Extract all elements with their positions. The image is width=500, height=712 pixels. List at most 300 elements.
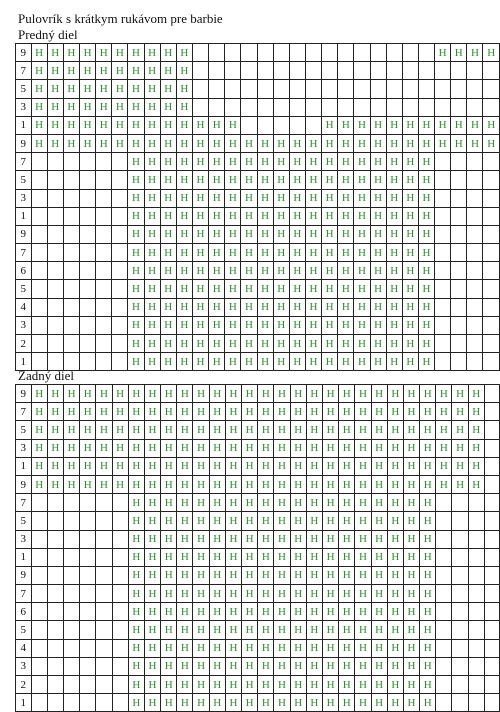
stitch-cell: H: [371, 512, 387, 530]
stitch-cell: H: [144, 603, 160, 621]
stitch-cell: H: [452, 385, 468, 403]
stitch-cell: H: [112, 403, 128, 421]
empty-cell: [47, 548, 63, 566]
stitch-cell: H: [242, 694, 258, 712]
stitch-cell: H: [468, 385, 484, 403]
stitch-cell: H: [371, 566, 387, 584]
row-number: 3: [16, 530, 32, 548]
stitch-cell: H: [322, 280, 338, 298]
stitch-cell: H: [403, 621, 419, 639]
empty-cell: [452, 694, 468, 712]
stitch-cell: H: [258, 694, 274, 712]
stitch-cell: H: [176, 262, 192, 280]
stitch-cell: H: [80, 403, 96, 421]
stitch-cell: H: [386, 207, 402, 225]
stitch-cell: H: [112, 116, 128, 134]
empty-cell: [47, 512, 63, 530]
empty-cell: [79, 153, 95, 171]
stitch-cell: H: [371, 639, 387, 657]
stitch-cell: H: [338, 262, 354, 280]
empty-cell: [225, 62, 241, 80]
empty-cell: [31, 621, 47, 639]
stitch-cell: H: [451, 116, 467, 134]
stitch-cell: H: [176, 116, 192, 134]
empty-cell: [467, 244, 483, 262]
empty-cell: [402, 44, 418, 62]
empty-cell: [79, 280, 95, 298]
row-number: 2: [16, 676, 32, 694]
stitch-cell: H: [112, 62, 128, 80]
stitch-cell: H: [193, 639, 209, 657]
chart-row: [16, 676, 500, 694]
stitch-cell: H: [160, 244, 176, 262]
empty-cell: [112, 603, 128, 621]
empty-cell: [112, 566, 128, 584]
empty-cell: [354, 98, 370, 116]
stitch-cell: H: [339, 621, 355, 639]
stitch-cell: H: [225, 512, 241, 530]
stitch-cell: H: [209, 335, 225, 353]
stitch-cell: H: [355, 385, 371, 403]
stitch-cell: H: [128, 316, 144, 334]
stitch-cell: H: [371, 676, 387, 694]
empty-cell: [112, 694, 128, 712]
empty-cell: [31, 262, 47, 280]
stitch-cell: H: [144, 189, 160, 207]
stitch-cell: H: [80, 457, 96, 475]
stitch-cell: H: [273, 298, 289, 316]
row-number: 3: [16, 316, 32, 334]
stitch-cell: H: [257, 225, 273, 243]
stitch-cell: H: [63, 80, 79, 98]
stitch-cell: H: [209, 639, 225, 657]
stitch-cell: H: [31, 457, 47, 475]
empty-cell: [79, 171, 95, 189]
stitch-cell: H: [290, 530, 306, 548]
empty-cell: [31, 316, 47, 334]
stitch-cell: H: [128, 475, 144, 493]
row-number: 1: [16, 353, 32, 371]
row-number: 4: [16, 298, 32, 316]
empty-cell: [209, 98, 225, 116]
stitch-cell: H: [177, 512, 193, 530]
stitch-cell: H: [273, 262, 289, 280]
stitch-cell: H: [258, 457, 274, 475]
empty-cell: [96, 603, 112, 621]
stitch-cell: H: [242, 530, 258, 548]
stitch-cell: H: [193, 657, 209, 675]
empty-cell: [31, 207, 47, 225]
empty-cell: [63, 621, 79, 639]
stitch-cell: H: [177, 421, 193, 439]
empty-cell: [483, 262, 500, 280]
stitch-cell: H: [242, 403, 258, 421]
stitch-cell: H: [289, 225, 305, 243]
stitch-cell: H: [322, 530, 338, 548]
stitch-cell: H: [193, 439, 209, 457]
empty-cell: [241, 62, 257, 80]
stitch-cell: H: [176, 280, 192, 298]
stitch-cell: H: [128, 62, 144, 80]
stitch-cell: H: [420, 676, 436, 694]
stitch-cell: H: [258, 639, 274, 657]
empty-cell: [96, 548, 112, 566]
stitch-cell: H: [128, 657, 144, 675]
empty-cell: [436, 548, 452, 566]
stitch-cell: H: [128, 548, 144, 566]
stitch-cell: H: [322, 225, 338, 243]
stitch-cell: H: [339, 385, 355, 403]
stitch-cell: H: [387, 676, 403, 694]
stitch-cell: H: [160, 171, 176, 189]
empty-cell: [289, 80, 305, 98]
stitch-cell: H: [322, 421, 338, 439]
empty-cell: [451, 244, 467, 262]
stitch-cell: H: [387, 621, 403, 639]
stitch-cell: H: [242, 475, 258, 493]
chart-row: [16, 298, 500, 316]
stitch-cell: H: [290, 439, 306, 457]
stitch-cell: H: [258, 512, 274, 530]
row-number: 5: [16, 80, 32, 98]
stitch-cell: H: [322, 403, 338, 421]
row-number: 9: [16, 475, 32, 493]
stitch-cell: H: [403, 494, 419, 512]
stitch-cell: H: [273, 225, 289, 243]
empty-cell: [80, 494, 96, 512]
stitch-cell: H: [370, 280, 386, 298]
empty-cell: [80, 676, 96, 694]
stitch-cell: H: [128, 385, 144, 403]
stitch-cell: H: [354, 335, 370, 353]
stitch-cell: H: [452, 475, 468, 493]
stitch-cell: H: [144, 621, 160, 639]
stitch-cell: H: [31, 98, 47, 116]
stitch-cell: H: [402, 153, 418, 171]
stitch-cell: H: [339, 585, 355, 603]
empty-cell: [468, 494, 484, 512]
empty-cell: [484, 530, 499, 548]
stitch-cell: H: [161, 439, 177, 457]
stitch-cell: H: [209, 566, 225, 584]
stitch-cell: H: [192, 134, 208, 152]
empty-cell: [289, 44, 305, 62]
empty-cell: [80, 548, 96, 566]
empty-cell: [47, 262, 63, 280]
chart-row: [16, 316, 500, 334]
stitch-cell: H: [339, 639, 355, 657]
empty-cell: [451, 171, 467, 189]
stitch-cell: H: [386, 316, 402, 334]
empty-cell: [192, 98, 208, 116]
chart-row: [16, 116, 500, 134]
stitch-cell: H: [209, 657, 225, 675]
empty-cell: [484, 639, 499, 657]
stitch-cell: H: [63, 62, 79, 80]
empty-cell: [436, 694, 452, 712]
stitch-cell: H: [241, 207, 257, 225]
empty-cell: [452, 639, 468, 657]
stitch-cell: H: [258, 548, 274, 566]
stitch-cell: H: [225, 262, 241, 280]
empty-cell: [47, 280, 63, 298]
stitch-cell: H: [144, 585, 160, 603]
stitch-cell: H: [112, 439, 128, 457]
stitch-cell: H: [225, 335, 241, 353]
stitch-cell: H: [96, 475, 112, 493]
empty-cell: [451, 80, 467, 98]
chart-row: [16, 603, 500, 621]
stitch-cell: H: [436, 457, 452, 475]
empty-cell: [31, 298, 47, 316]
stitch-cell: H: [403, 676, 419, 694]
stitch-cell: H: [258, 657, 274, 675]
stitch-cell: H: [241, 134, 257, 152]
stitch-cell: H: [306, 512, 322, 530]
stitch-cell: H: [96, 403, 112, 421]
stitch-cell: H: [112, 134, 128, 152]
stitch-cell: H: [225, 134, 241, 152]
stitch-cell: H: [274, 566, 290, 584]
stitch-cell: H: [339, 603, 355, 621]
stitch-cell: H: [338, 316, 354, 334]
stitch-cell: H: [290, 621, 306, 639]
empty-cell: [435, 262, 451, 280]
empty-cell: [112, 225, 128, 243]
empty-cell: [80, 603, 96, 621]
stitch-cell: H: [225, 116, 241, 134]
stitch-cell: H: [273, 207, 289, 225]
stitch-cell: H: [274, 512, 290, 530]
stitch-cell: H: [257, 353, 273, 371]
empty-cell: [467, 207, 483, 225]
empty-cell: [112, 335, 128, 353]
empty-cell: [435, 280, 451, 298]
stitch-cell: H: [225, 566, 241, 584]
stitch-cell: H: [128, 298, 144, 316]
stitch-cell: H: [339, 403, 355, 421]
empty-cell: [31, 603, 47, 621]
empty-cell: [467, 353, 483, 371]
empty-cell: [468, 585, 484, 603]
stitch-cell: H: [128, 225, 144, 243]
stitch-cell: H: [355, 475, 371, 493]
empty-cell: [484, 585, 499, 603]
stitch-cell: H: [258, 585, 274, 603]
stitch-cell: H: [305, 153, 321, 171]
stitch-cell: H: [128, 171, 144, 189]
stitch-cell: H: [467, 44, 483, 62]
stitch-cell: H: [80, 421, 96, 439]
stitch-cell: H: [418, 262, 434, 280]
empty-cell: [418, 62, 434, 80]
stitch-cell: H: [435, 44, 451, 62]
empty-cell: [386, 98, 402, 116]
empty-cell: [79, 298, 95, 316]
stitch-cell: H: [322, 134, 338, 152]
stitch-cell: H: [386, 189, 402, 207]
stitch-cell: H: [209, 512, 225, 530]
stitch-cell: H: [209, 603, 225, 621]
empty-cell: [63, 189, 79, 207]
stitch-cell: H: [371, 603, 387, 621]
stitch-cell: H: [436, 385, 452, 403]
stitch-cell: H: [128, 694, 144, 712]
empty-cell: [322, 98, 338, 116]
stitch-cell: H: [289, 207, 305, 225]
empty-cell: [80, 585, 96, 603]
row-number: 9: [16, 134, 32, 152]
chart-row: [16, 153, 500, 171]
empty-cell: [484, 548, 499, 566]
empty-cell: [112, 316, 128, 334]
stitch-cell: H: [47, 421, 63, 439]
row-number: 5: [16, 171, 32, 189]
empty-cell: [273, 116, 289, 134]
stitch-cell: H: [339, 457, 355, 475]
empty-cell: [418, 98, 434, 116]
stitch-cell: H: [193, 621, 209, 639]
empty-cell: [370, 62, 386, 80]
stitch-cell: H: [242, 457, 258, 475]
empty-cell: [468, 530, 484, 548]
stitch-cell: H: [177, 385, 193, 403]
stitch-cell: H: [47, 439, 63, 457]
empty-cell: [80, 512, 96, 530]
stitch-cell: H: [338, 225, 354, 243]
stitch-cell: H: [339, 439, 355, 457]
stitch-cell: H: [306, 621, 322, 639]
stitch-cell: H: [241, 225, 257, 243]
stitch-cell: H: [209, 585, 225, 603]
stitch-cell: H: [339, 475, 355, 493]
stitch-cell: H: [79, 80, 95, 98]
stitch-cell: H: [144, 353, 160, 371]
stitch-cell: H: [387, 494, 403, 512]
stitch-cell: H: [403, 530, 419, 548]
stitch-cell: H: [128, 80, 144, 98]
empty-cell: [31, 171, 47, 189]
stitch-cell: H: [128, 585, 144, 603]
empty-cell: [96, 566, 112, 584]
stitch-cell: H: [177, 548, 193, 566]
stitch-cell: H: [420, 439, 436, 457]
stitch-cell: H: [192, 244, 208, 262]
empty-cell: [436, 603, 452, 621]
stitch-cell: H: [322, 494, 338, 512]
empty-cell: [79, 353, 95, 371]
stitch-cell: H: [274, 421, 290, 439]
row-number: 3: [16, 98, 32, 116]
stitch-cell: H: [144, 421, 160, 439]
stitch-cell: H: [387, 694, 403, 712]
stitch-cell: H: [161, 621, 177, 639]
empty-cell: [96, 585, 112, 603]
stitch-cell: H: [403, 566, 419, 584]
stitch-cell: H: [322, 207, 338, 225]
stitch-cell: H: [144, 171, 160, 189]
row-number: 5: [16, 512, 32, 530]
stitch-cell: H: [483, 44, 500, 62]
stitch-cell: H: [305, 335, 321, 353]
empty-cell: [79, 262, 95, 280]
stitch-cell: H: [387, 512, 403, 530]
stitch-cell: H: [387, 585, 403, 603]
stitch-cell: H: [289, 171, 305, 189]
empty-cell: [112, 494, 128, 512]
stitch-cell: H: [274, 457, 290, 475]
empty-cell: [63, 207, 79, 225]
stitch-cell: H: [355, 548, 371, 566]
stitch-cell: H: [128, 134, 144, 152]
empty-cell: [386, 62, 402, 80]
stitch-cell: H: [128, 639, 144, 657]
stitch-cell: H: [209, 353, 225, 371]
stitch-cell: H: [418, 316, 434, 334]
document-title: Pulovrík s krátkym rukávom pre barbie: [18, 11, 223, 26]
empty-cell: [79, 335, 95, 353]
chart-row: [16, 207, 500, 225]
stitch-cell: H: [160, 153, 176, 171]
empty-cell: [96, 494, 112, 512]
stitch-cell: H: [306, 548, 322, 566]
stitch-cell: H: [386, 116, 402, 134]
stitch-cell: H: [403, 585, 419, 603]
stitch-cell: H: [209, 116, 225, 134]
stitch-cell: H: [242, 639, 258, 657]
stitch-cell: H: [176, 335, 192, 353]
row-number: 7: [16, 244, 32, 262]
stitch-cell: H: [225, 244, 241, 262]
stitch-cell: H: [192, 280, 208, 298]
stitch-cell: H: [289, 244, 305, 262]
stitch-cell: H: [144, 530, 160, 548]
stitch-cell: H: [209, 280, 225, 298]
empty-cell: [483, 189, 500, 207]
stitch-cell: H: [273, 316, 289, 334]
stitch-cell: H: [47, 116, 63, 134]
stitch-cell: H: [258, 439, 274, 457]
stitch-cell: H: [305, 134, 321, 152]
stitch-cell: H: [209, 457, 225, 475]
stitch-cell: H: [177, 621, 193, 639]
stitch-cell: H: [305, 207, 321, 225]
stitch-cell: H: [289, 189, 305, 207]
empty-cell: [451, 98, 467, 116]
row-number: 6: [16, 603, 32, 621]
stitch-cell: H: [241, 262, 257, 280]
empty-cell: [96, 298, 112, 316]
stitch-cell: H: [63, 98, 79, 116]
row-number: 9: [16, 566, 32, 584]
stitch-cell: H: [339, 657, 355, 675]
stitch-cell: H: [177, 585, 193, 603]
stitch-cell: H: [290, 585, 306, 603]
empty-cell: [452, 530, 468, 548]
empty-cell: [435, 62, 451, 80]
stitch-cell: H: [176, 316, 192, 334]
stitch-cell: H: [354, 262, 370, 280]
stitch-cell: H: [403, 457, 419, 475]
empty-cell: [79, 189, 95, 207]
stitch-cell: H: [225, 171, 241, 189]
empty-cell: [47, 530, 63, 548]
empty-cell: [96, 676, 112, 694]
stitch-cell: H: [128, 335, 144, 353]
stitch-cell: H: [96, 134, 112, 152]
stitch-cell: H: [225, 548, 241, 566]
stitch-cell: H: [225, 621, 241, 639]
